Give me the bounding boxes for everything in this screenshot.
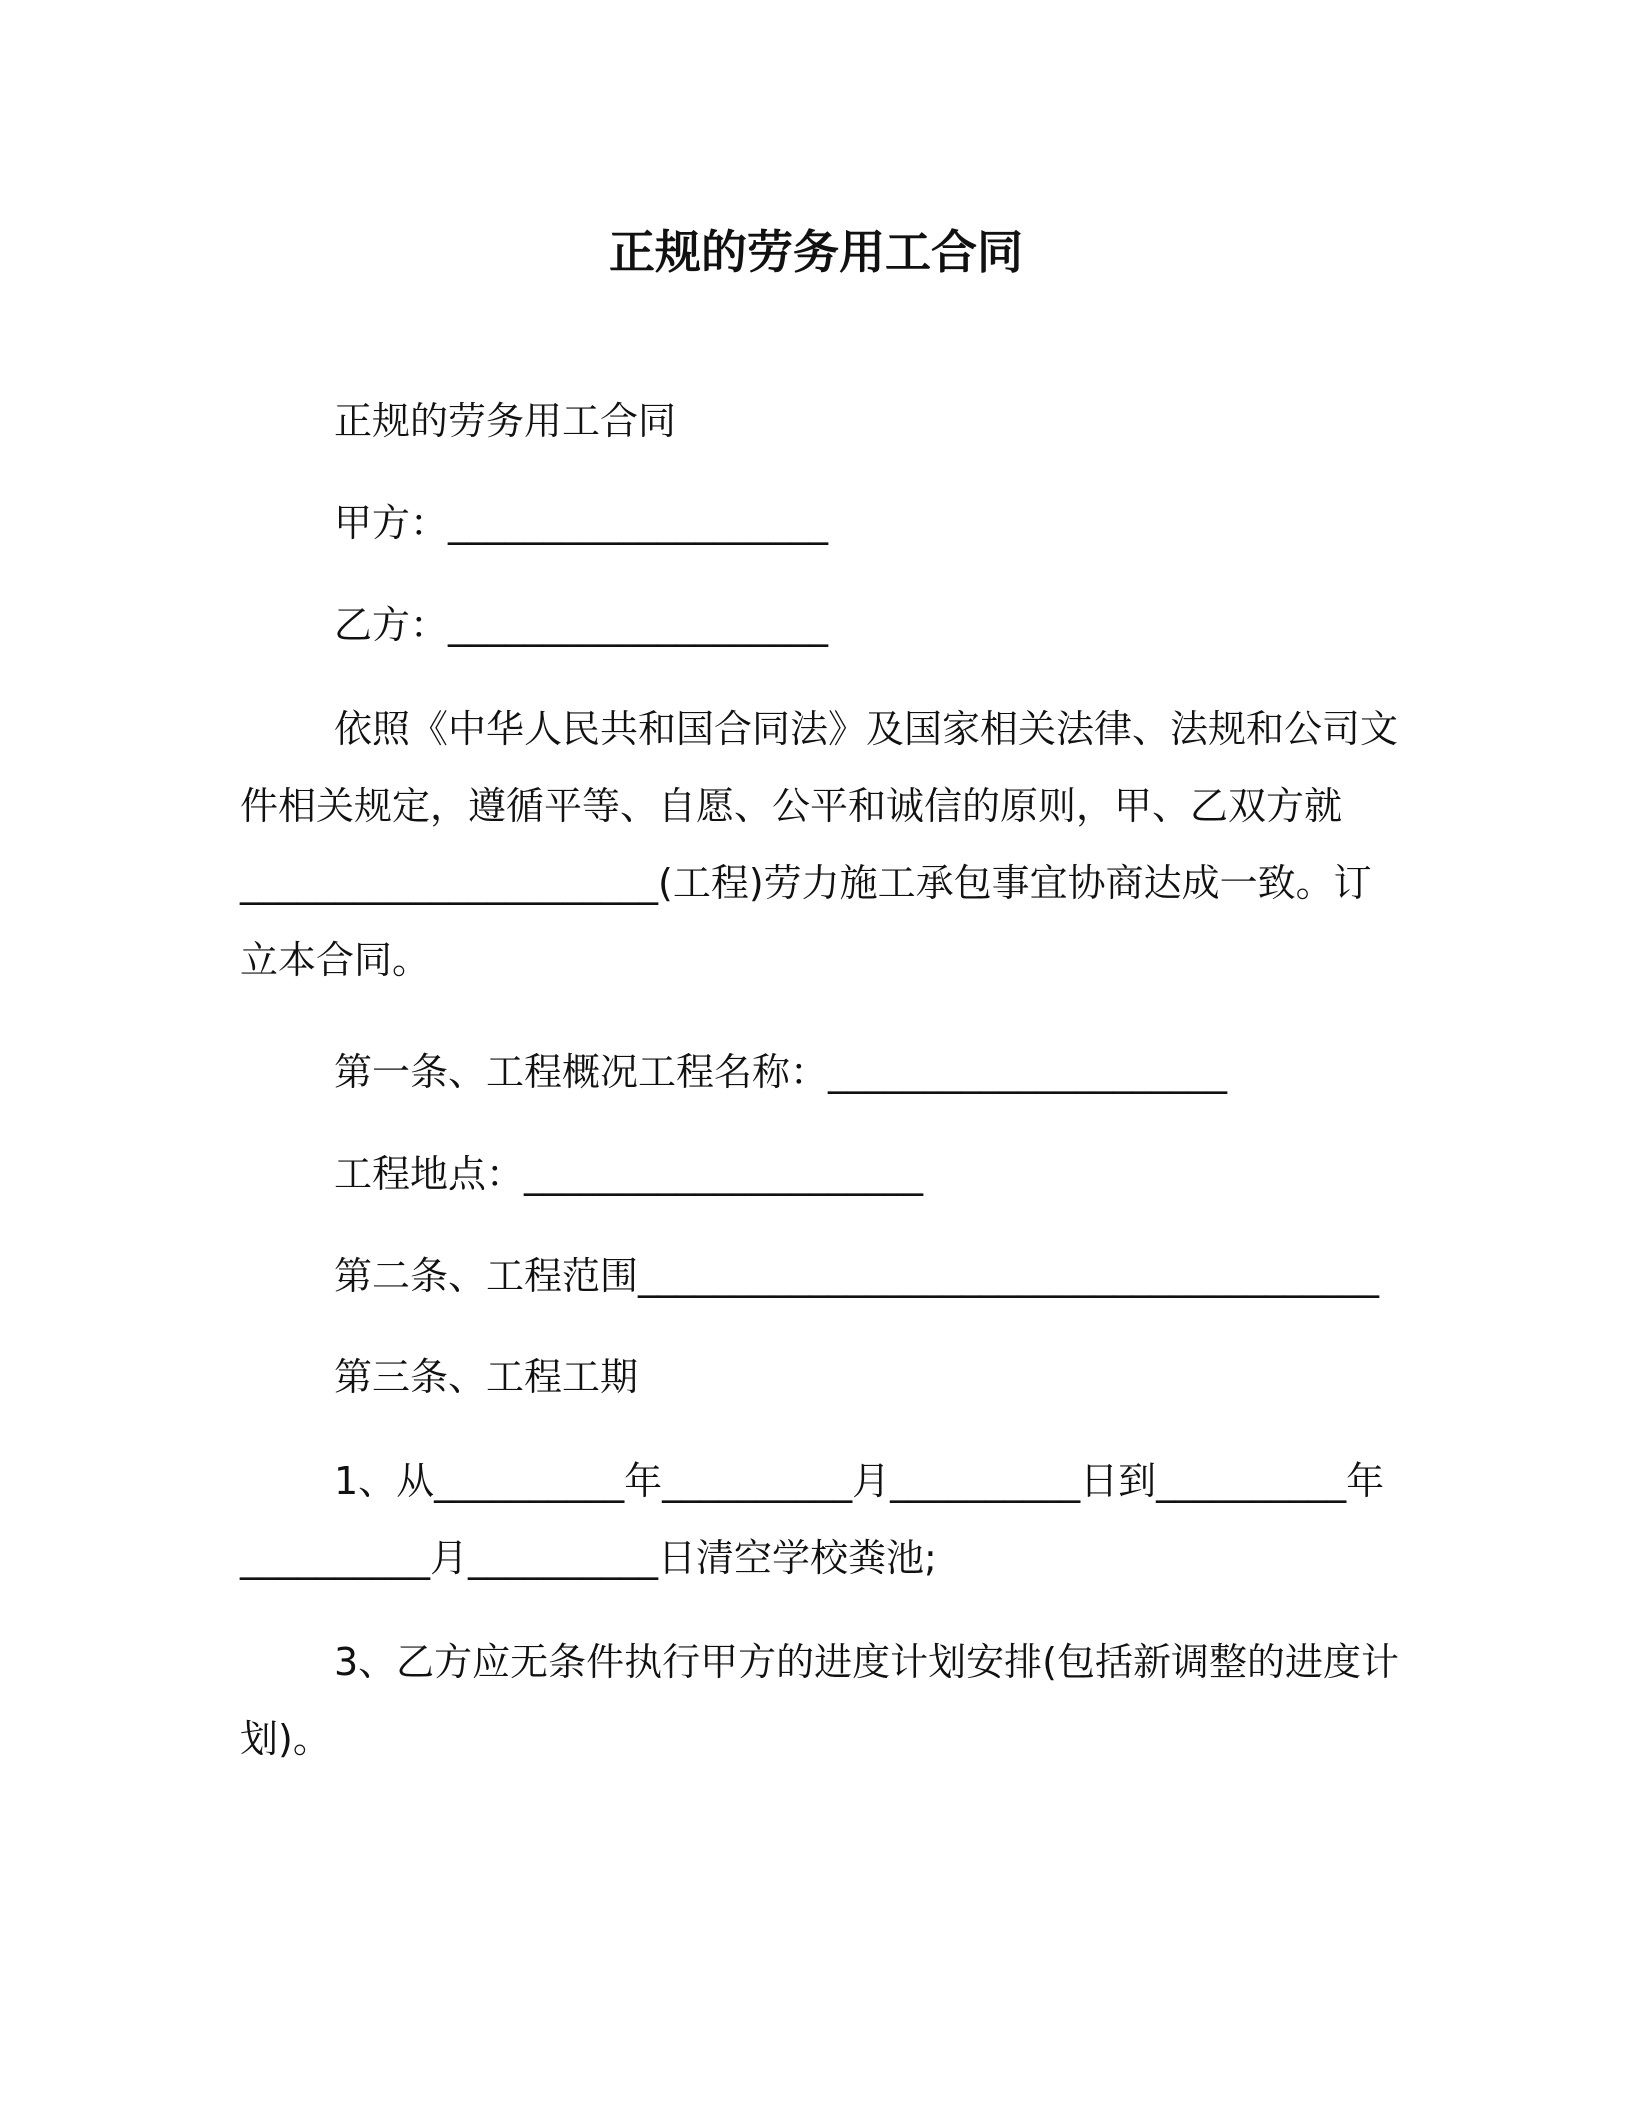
subtitle-line: 正规的劳务用工合同 (334, 399, 677, 443)
intro-paragraph-line-2: 件相关规定，遵循平等、自愿、公平和诚信的原则，甲、乙双方就 (240, 784, 1343, 828)
item-3-line-2: 划)。 (240, 1717, 331, 1761)
item-1-line-1: 1、从__________年__________月__________日到__________年 (334, 1459, 1385, 1503)
article-1-location-line: 工程地点：_____________________ (334, 1152, 924, 1196)
item-3-line-1: 3、乙方应无条件执行甲方的进度计划安排(包括新调整的进度计 (334, 1640, 1400, 1684)
item-1-line-2: __________月__________日清空学校粪池; (240, 1536, 937, 1580)
party-a-line: 甲方：____________________ (334, 501, 829, 545)
intro-paragraph-line-3: ______________________(工程)劳力施工承包事宜协商达成一致。订 (240, 861, 1372, 905)
party-b-line: 乙方：____________________ (334, 603, 829, 647)
article-2-line: 第二条、工程范围_______________________________________ (334, 1254, 1380, 1298)
article-3-line: 第三条、工程工期 (334, 1355, 639, 1399)
article-1-name-line: 第一条、工程概况工程名称：_____________________ (334, 1050, 1228, 1094)
document-title: 正规的劳务用工合同 (609, 225, 1023, 279)
intro-paragraph-line-1: 依照《中华人民共和国合同法》及国家相关法律、法规和公司文 (334, 707, 1399, 751)
intro-paragraph-line-4: 立本合同。 (240, 938, 431, 982)
